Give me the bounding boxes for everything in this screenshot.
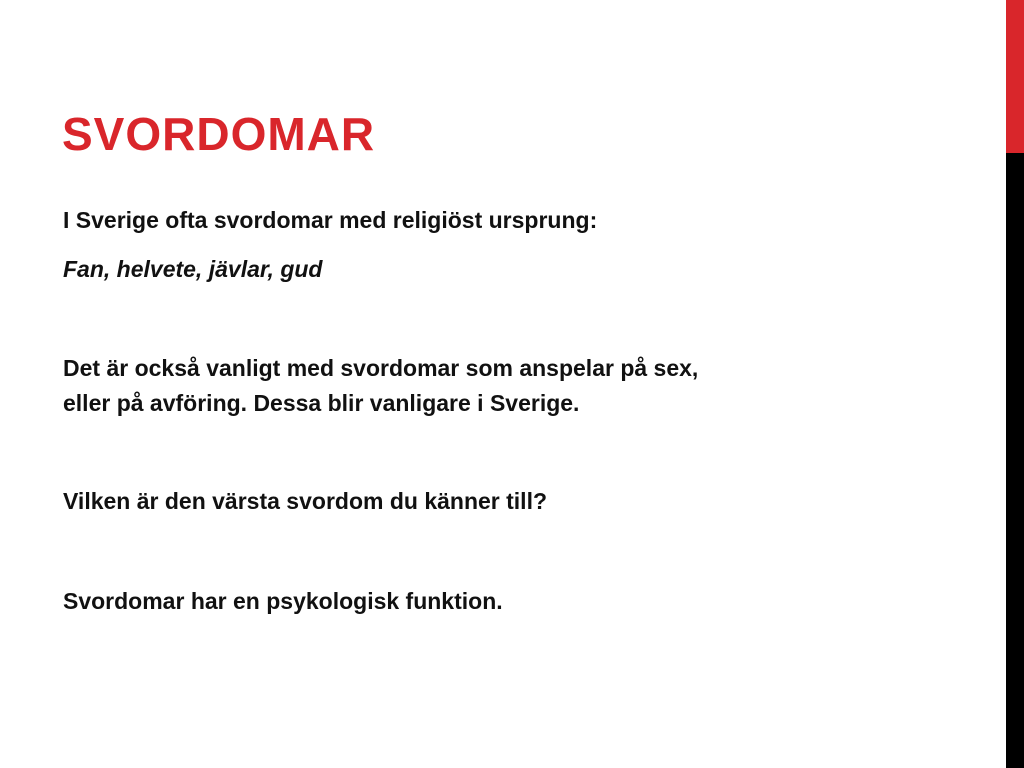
slide-title: SVORDOMAR <box>62 108 376 160</box>
paragraph-feces-line: eller på avföring. Dessa blir vanligare i Sverige. <box>63 390 580 416</box>
paragraph-psychological: Svordomar har en psykologisk funktion. <box>63 588 503 614</box>
paragraph-religious-origin: I Sverige ofta svordomar med religiöst ursprung: <box>63 207 598 233</box>
paragraph-sex-line: Det är också vanligt med svordomar som anspelar på sex, <box>63 355 699 381</box>
paragraph-question: Vilken är den värsta svordom du känner till? <box>63 488 548 514</box>
paragraph-examples: Fan, helvete, jävlar, gud <box>63 256 323 282</box>
accent-bar-red-segment <box>1006 0 1024 153</box>
